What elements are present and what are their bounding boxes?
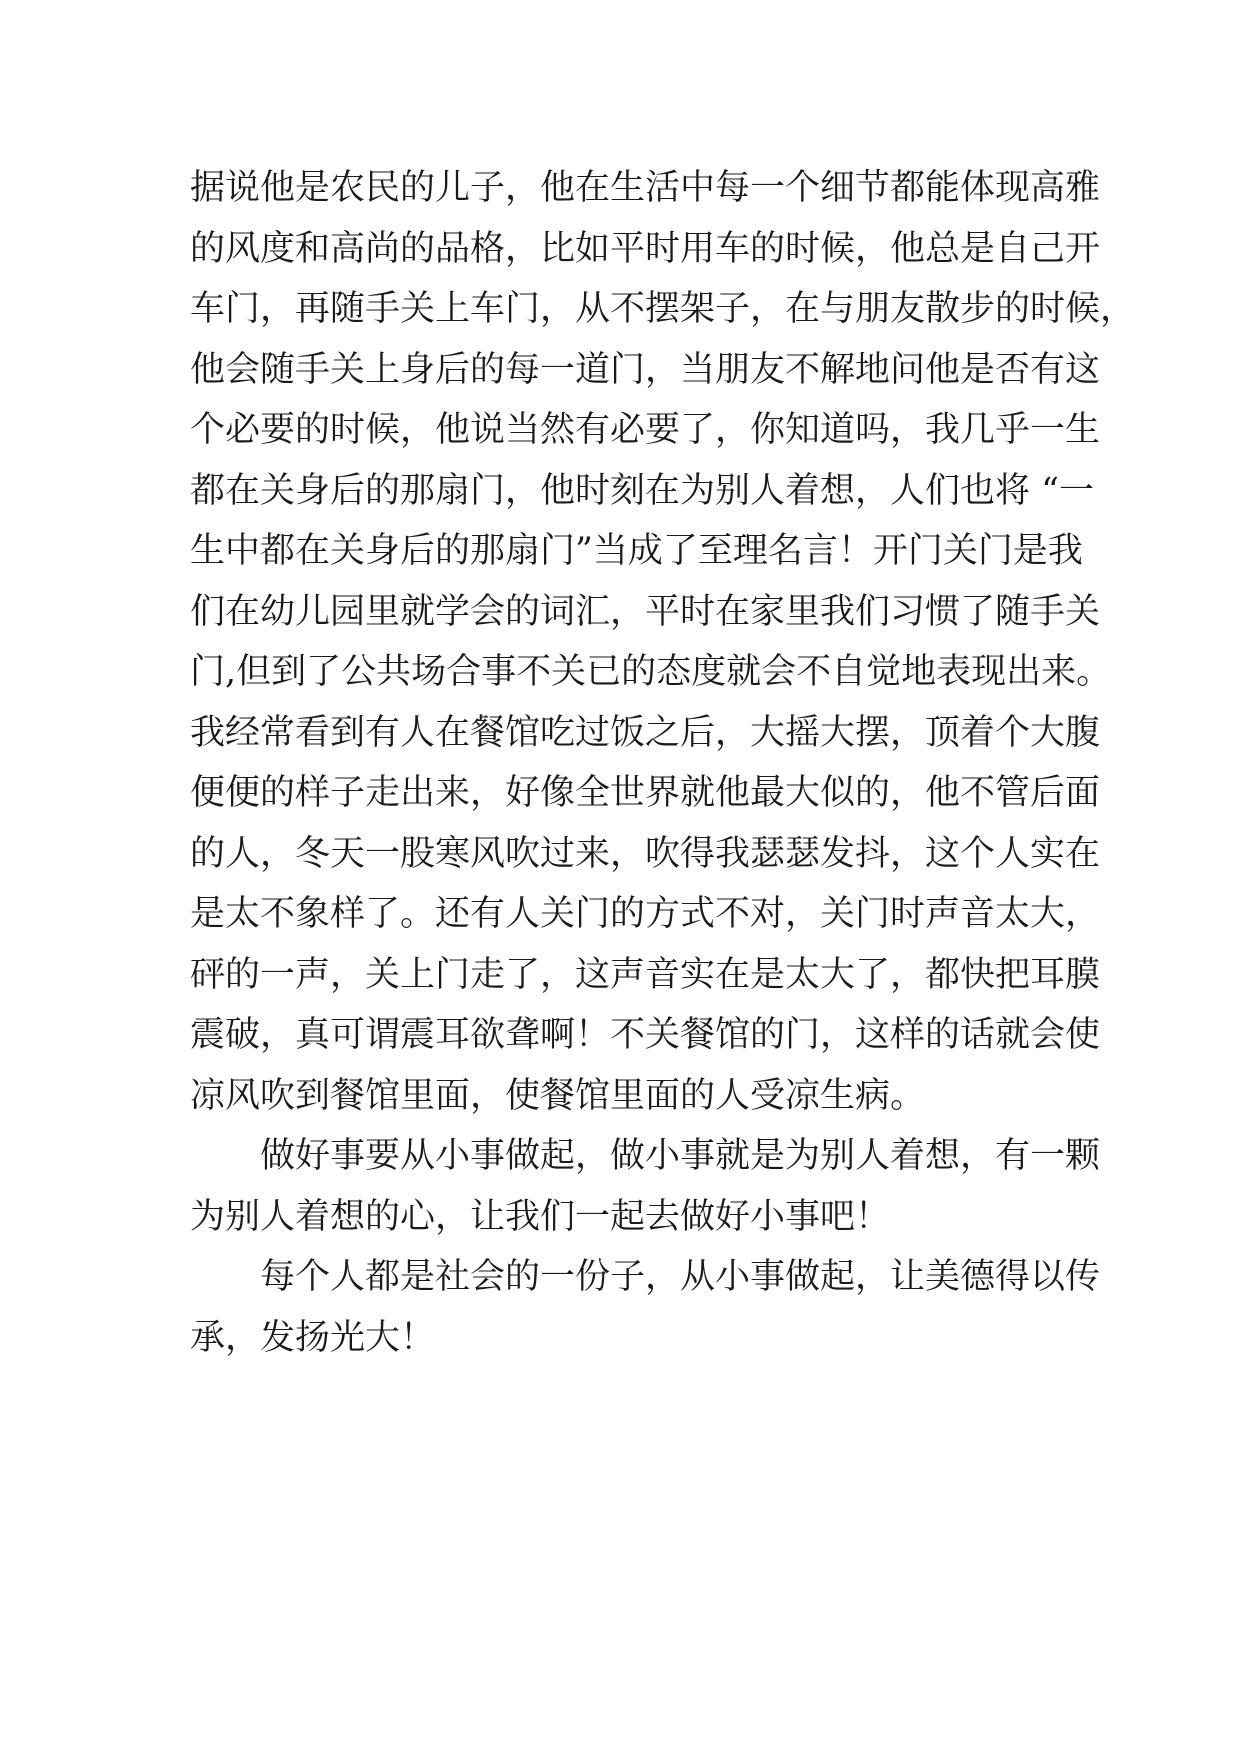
- text-line: 的人，冬天一股寒风吹过来，吹得我瑟瑟发抖，这个人实在: [190, 833, 1101, 874]
- paragraph-1: [190, 158, 1136, 1126]
- text-line: 为别人着想的心，让我们一起去做好小事吧！: [190, 1196, 891, 1237]
- text-line: 门,但到了公共场合事不关已的态度就会不自觉地表现出来。: [190, 652, 1112, 692]
- text-line: 承，发扬光大！: [190, 1317, 436, 1358]
- text-line: 每个人都是社会的一份子，从小事做起，让美德得以传: [260, 1257, 1101, 1297]
- text-line: 们在幼儿园里就学会的词汇，平时在家里我们习惯了随手关: [190, 591, 1101, 632]
- text-line: 的风度和高尚的品格，比如平时用车的时候，他总是自己开: [190, 228, 1101, 269]
- document-body: [190, 158, 1136, 1368]
- text-line: 都在关身后的那扇门，他时刻在为别人着想，人们也将 “一: [190, 470, 1095, 511]
- paragraph-3: [190, 1247, 1101, 1368]
- paragraph-2: [190, 1126, 1101, 1247]
- text-line: 据说他是农民的儿子，他在生活中每一个细节都能体现高雅: [190, 168, 1101, 208]
- text-line: 我经常看到有人在餐馆吃过饭之后，大摇大摆，顶着个大腹: [190, 712, 1101, 753]
- text-line: 是太不象样了。还有人关门的方式不对，关门时声音太大，: [190, 894, 1101, 934]
- text-line: 他会随手关上身后的每一道门，当朋友不解地问他是否有这: [190, 349, 1101, 390]
- text-line: 生中都在关身后的那扇门”当成了至理名言！开门关门是我: [190, 531, 1083, 571]
- text-line: 砰的一声，关上门走了，这声音实在是太大了，都快把耳膜: [190, 954, 1101, 995]
- text-line: 个必要的时候，他说当然有必要了，你知道吗，我几乎一生: [190, 410, 1101, 450]
- text-line: 做好事要从小事做起，做小事就是为别人着想，有一颗: [260, 1136, 1101, 1176]
- text-line: 便便的样子走出来，好像全世界就他最大似的，他不管后面: [190, 773, 1101, 813]
- text-line: 凉风吹到餐馆里面，使餐馆里面的人受凉生病。: [190, 1075, 926, 1116]
- text-line: 车门，再随手关上车门，从不摆架子，在与朋友散步的时候，: [190, 289, 1136, 329]
- text-line: 震破，真可谓震耳欲聋啊！不关餐馆的门，这样的话就会使: [190, 1015, 1101, 1055]
